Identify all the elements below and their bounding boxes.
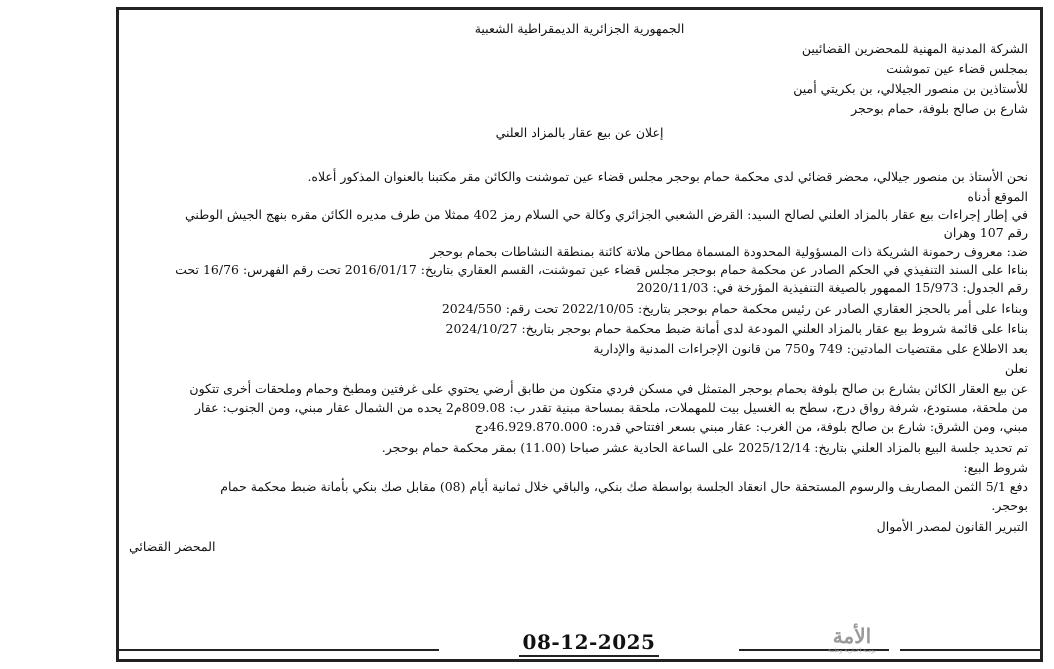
logo-text: الأمة	[832, 624, 872, 648]
paragraph-articles: بعد الاطلاع على مقتضيات المادتين: 749 و750 من قانون الإجراءات المدنية والإدارية	[593, 341, 1028, 356]
paragraph-property-line3: مبني، ومن الشرق: شارع بن صالح بلوفة، من الغرب: عقار مبني بسعر افتتاحي قدره: 46.929.870.000دج	[474, 419, 1028, 434]
paragraph-payment-line2: بوحجر.	[991, 498, 1028, 513]
sale-conditions-heading: شروط البيع:	[963, 460, 1028, 475]
announcement-frame	[116, 7, 1043, 662]
paragraph-payment-line1: دفع 5/1 الثمن المصاريف والرسوم المستحقة حال انعقاد الجلسة بواسطة صك بنكي، والباقي خلال ثمانية أيام (08) مقابل صك بنكي بأمانة ضبط محكمة حمام	[220, 479, 1028, 494]
paragraph-property-line1: عن بيع العقار الكائن بشارع بن صالح بلوفة بحمام بوحجر المتمثل في مسكن فردي متكون من طابق أرضي يحتوي على غرفتين ومطبخ وحمام وملحقات أخرى تتكون	[189, 381, 1028, 396]
paragraph-conditions-list: بناءا على قائمة شروط بيع عقار بالمزاد العلني المودعة لدى أمانة ضبط محكمة حمام بوحجر بتاريخ: 2024/10/27	[445, 321, 1028, 336]
paragraph-seizure-order: وبناءا على أمر بالحجز العقاري الصادر عن رئيس محكمة حمام بوحجر بتاريخ: 2022/10/05 تحت رقم: 2024/550	[441, 301, 1028, 316]
footer-date-box	[439, 630, 739, 657]
paragraph-property-line2: من ملحقة، مستودع، شرفة رواق درج، سطح به الغسيل بيت للمهملات، ملحقة بمساحة مبنية تقدر ب: 809.08م2 يحده من الشمال عقار مبني، ومن الجنوب: عقار	[194, 400, 1028, 415]
footer-rule-right	[900, 649, 1040, 651]
company-name: الشركة المدنية المهنية للمحضرين القضائيين	[801, 41, 1028, 56]
council-name: بمجلس قضاء عين تموشنت	[886, 61, 1028, 76]
republic-heading: الجمهورية الجزائرية الديمقراطية الشعبية	[474, 21, 685, 36]
announcement-title: إعلان عن بيع عقار بالمزاد العلني	[495, 125, 664, 140]
paragraph-announce: نعلن	[1004, 361, 1028, 376]
bailiffs-names: للأستاذين بن منصور الجيلالي، بن بكريتي أمين	[793, 81, 1028, 96]
paragraph-creditor-line2: رقم 107 وهران	[943, 225, 1028, 240]
paragraph-undersigned: الموقع أدناه	[967, 189, 1028, 204]
paragraph-judgment-line1: بناءا على السند التنفيذي في الحكم الصادر عن محكمة حمام بوحجر مجلس قضاء عين تموشنت، القسم العقاري بتاريخ: 2016/01/17 تحت رقم الفهرس: 16/76 تحت	[175, 262, 1028, 277]
paragraph-judgment-line2: رقم الجدول: 15/973 الممهور بالصيغة التنفيذية المؤرخة في: 2020/11/03	[636, 280, 1028, 295]
paragraph-session-date: تم تحديد جلسة البيع بالمزاد العلني بتاريخ: 2025/12/14 على الساعة الحادية عشر صباحا (11.00) بمقر محكمة حمام بوحجر.	[381, 440, 1028, 455]
paragraph-creditor-line1: في إطار إجراءات بيع عقار بالمزاد العلني لصالح السيد: القرض الشعبي الجزائري وكالة حي السلام رمز 402 ممثلا من طرف مديره الكائن مقره بنهج الجيش الوطني	[185, 207, 1028, 222]
paragraph-intro: نحن الأستاذ بن منصور جيلالي، محضر قضائي لدى محكمة حمام بوحجر مجلس قضاء عين تموشنت والكائن مقر مكتبنا بالعنوان المذكور أعلاه.	[307, 169, 1028, 184]
office-address: شارع بن صالح بلوفة، حمام بوحجر	[851, 101, 1028, 116]
publication-date: 08-12-2025	[519, 630, 660, 657]
footer-rule-left	[119, 649, 439, 651]
logo-tagline: يومية إخبارية وطنية	[827, 647, 877, 654]
paragraph-funds-origin: التبرير القانون لمصدر الأموال	[876, 519, 1028, 534]
paragraph-debtor: ضد: معروف رحمونة الشريكة ذات المسؤولية المحدودة المسماة مطاحن ملاتة كائنة بمنطقة النشاطات بحمام بوحجر	[430, 244, 1028, 259]
signature-label: المحضر القضائي	[129, 539, 216, 554]
newspaper-logo	[812, 625, 892, 655]
